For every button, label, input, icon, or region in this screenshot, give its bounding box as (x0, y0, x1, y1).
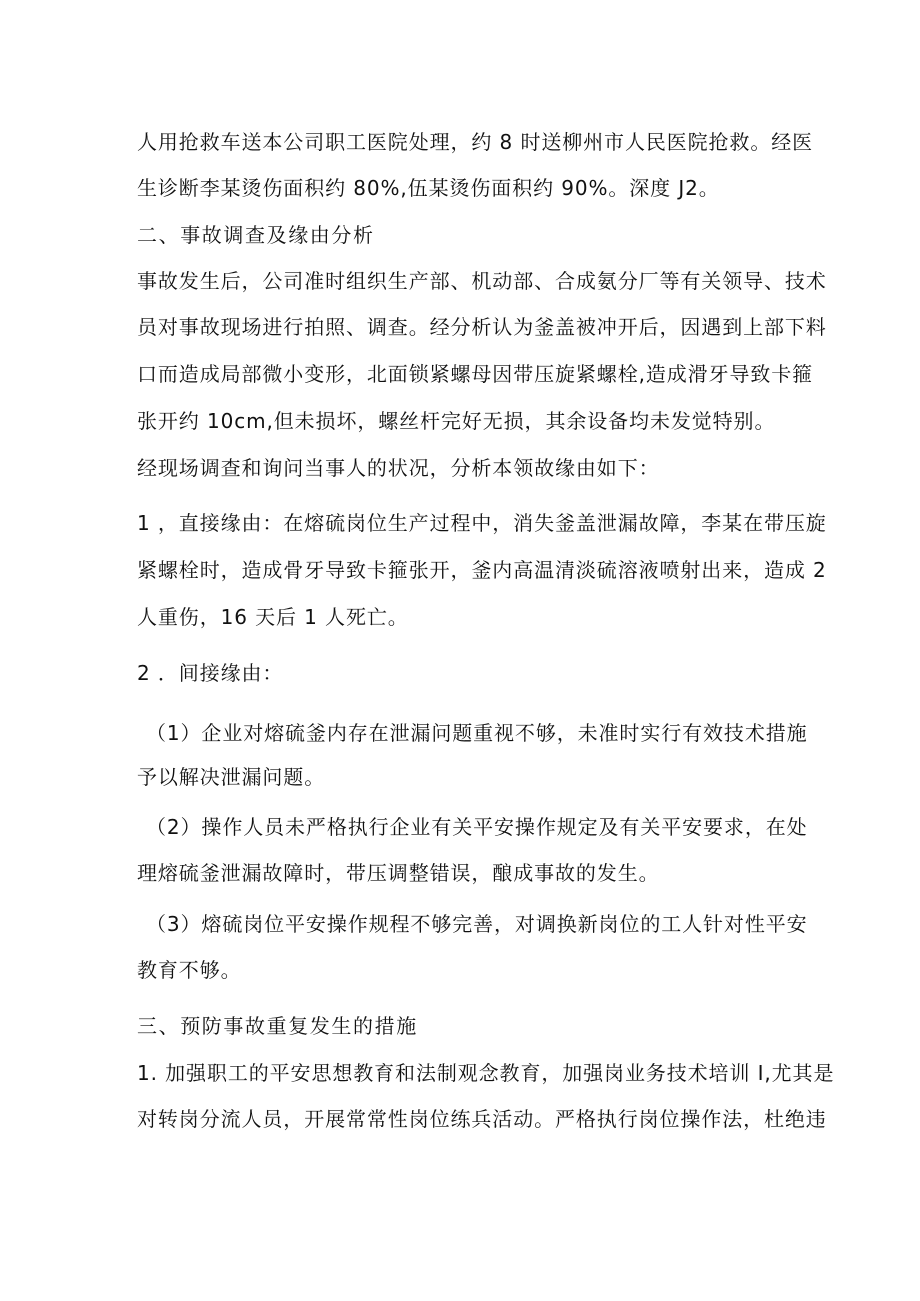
text-line: 人重伤，16 天后 1 人死亡。 (137, 605, 409, 629)
text-line: （2）操作人员未严格执行企业有关平安操作规定及有关平安要求，在处 (146, 815, 808, 839)
text-line: 事故发生后，公司准时组织生产部、机动部、合成氨分厂等有关领导、技术 (137, 269, 827, 293)
text-line: 张开约 10cm,但未损坏，螺丝杆完好无损，其余设备均未发觉特别。 (137, 409, 776, 433)
indirect-cause-title: 2 ．间接缘由： (137, 661, 284, 685)
text-line: 对转岗分流人员，开展常常性岗位练兵活动。严格执行岗位操作法，杜绝违 (137, 1107, 827, 1131)
section-heading-3: 三、预防事故重复发生的措施 (137, 1014, 418, 1038)
text-line: 人用抢救车送本公司职工医院处理，约 8 时送柳州市人民医院抢救。经医 (137, 130, 814, 154)
text-line: 予以解决泄漏问题。 (137, 765, 326, 789)
text-line: （1）企业对熔硫釜内存在泄漏问题重视不够，未准时实行有效技术措施 (146, 721, 808, 745)
text-line: （3）熔硫岗位平安操作规程不够完善，对调换新岗位的工人针对性平安 (146, 912, 808, 936)
text-line: 教育不够。 (137, 958, 242, 982)
text-line: 生诊断李某烫伤面积约 80%,伍某烫伤面积约 90%。深度 J2。 (137, 176, 720, 200)
text-line: 紧螺栓时，造成骨牙导致卡箍张开，釜内高温清淡硫溶液喷射出来，造成 2 (137, 558, 827, 582)
text-line: 理熔硫釜泄漏故障时，带压调整错误，酿成事故的发生。 (137, 861, 660, 885)
text-line: 口而造成局部微小变形，北面锁紧螺母因带压旋紧螺栓,造成滑牙导致卡箍 (137, 362, 814, 386)
text-line: 1. 加强职工的平安思想教育和法制观念教育，加强岗业务技术培训 I,尤其是 (137, 1061, 835, 1085)
section-heading-2: 二、事故调查及缘由分析 (137, 223, 375, 247)
text-line: 员对事故现场进行拍照、调查。经分析认为釜盖被冲开后，因遇到上部下料 (137, 315, 827, 339)
text-line: 1 ，直接缘由：在熔硫岗位生产过程中，消失釜盖泄漏故障，李某在带压旋 (137, 511, 827, 535)
paragraph-analysis-intro: 经现场调查和询问当事人的状况，分析本领故缘由如下： (137, 456, 660, 480)
